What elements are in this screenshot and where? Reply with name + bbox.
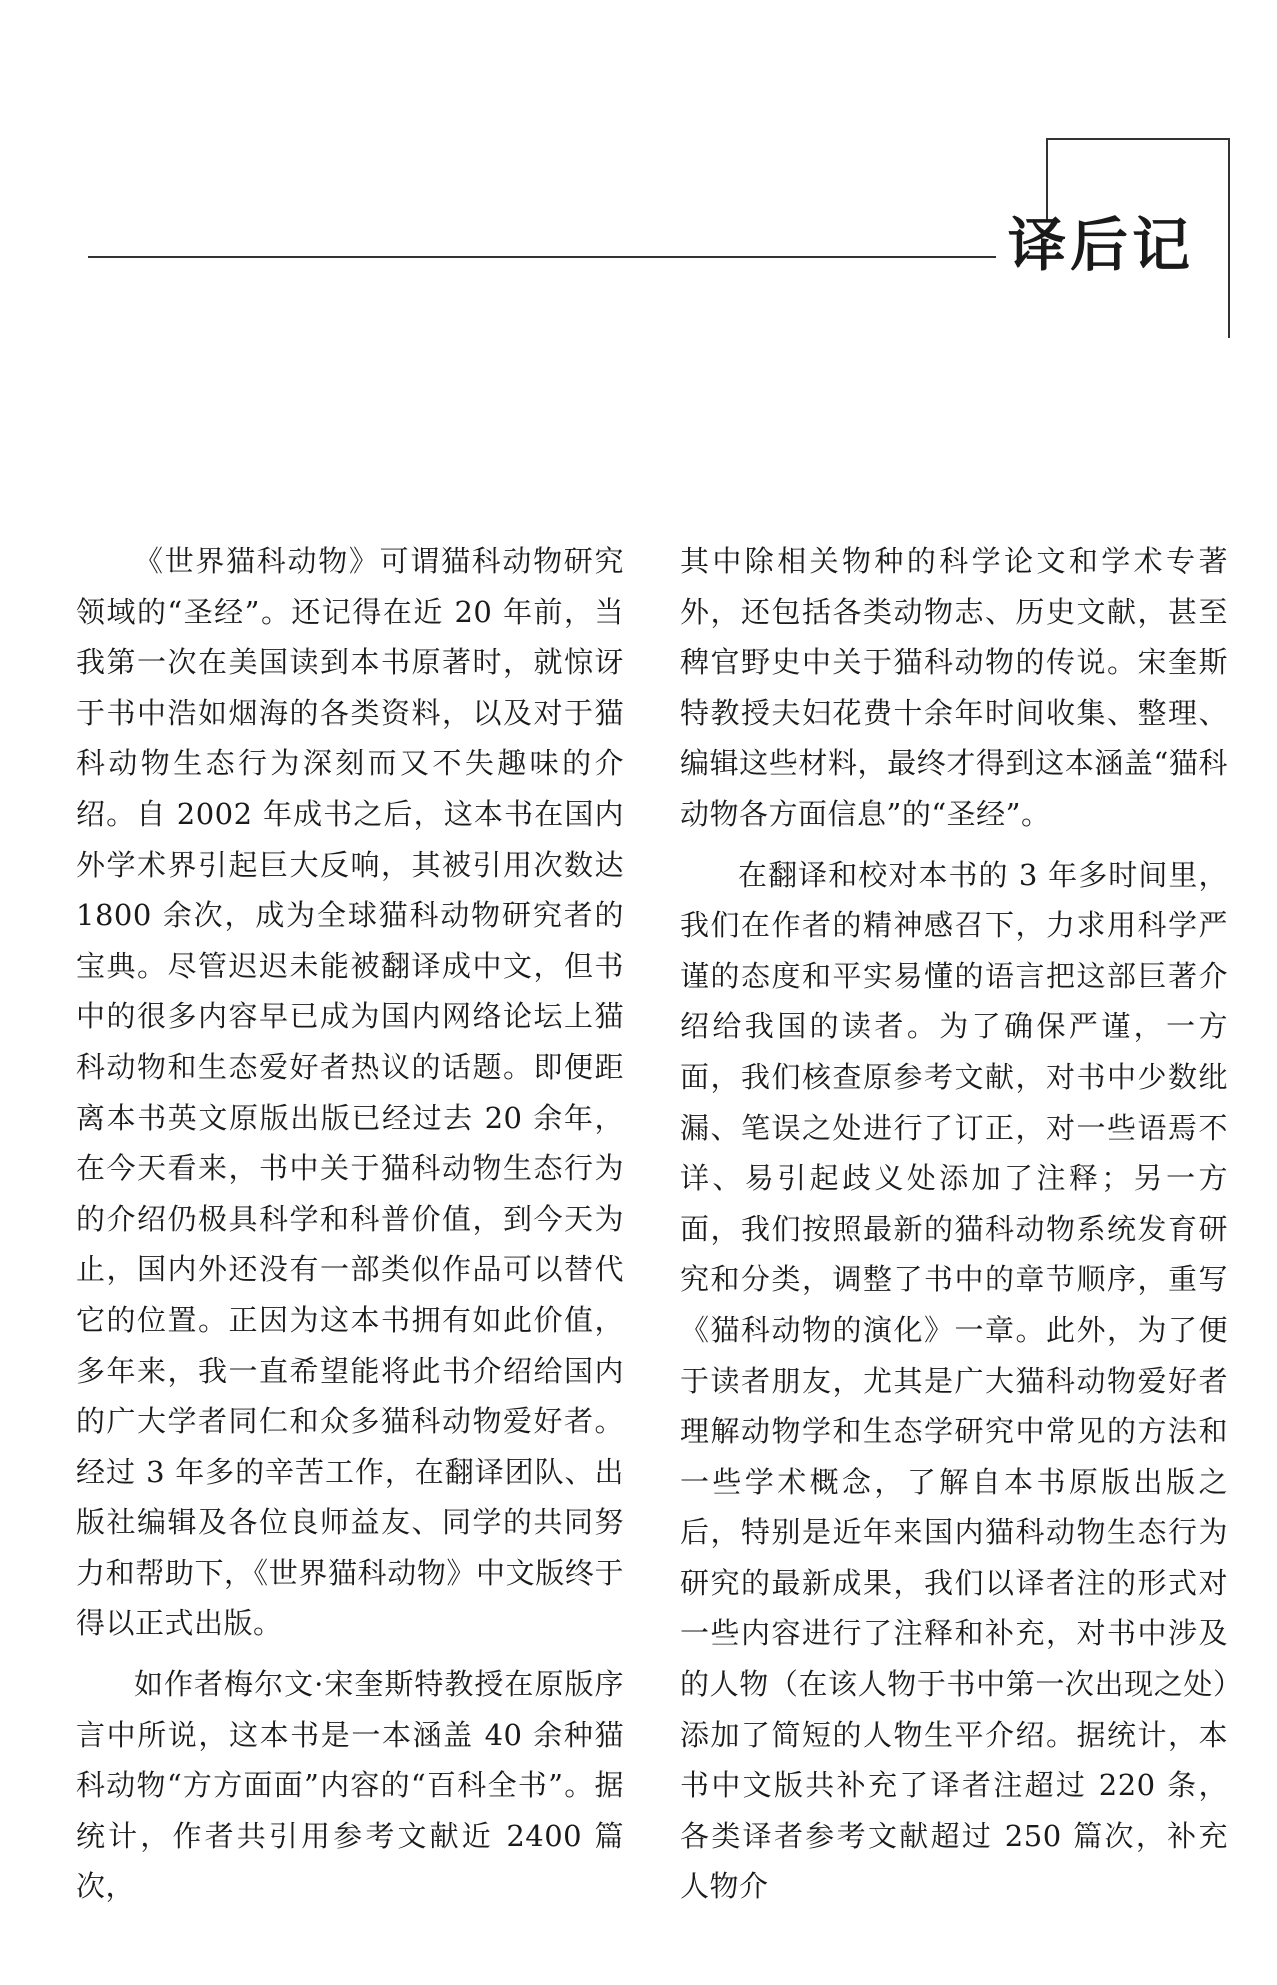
title-bracket-top: [1046, 138, 1230, 140]
left-column: [76, 536, 624, 1922]
title-rule: [88, 256, 996, 258]
paragraph: 在翻译和校对本书的 3 年多时间里，我们在作者的精神感召下，力求用科学严谨的态度和平实易懂的语言把这部巨著介绍给我国的读者。为了确保严谨，一方面，我们核查原参考文献，对书中少数纰漏、笔误之处进行了订正，对一些语焉不详、易引起歧义处添加了注释；另一方面，我们按照最新的猫科动物系统发育研究和分类，调整了书中的章节顺序，重写《猫科动物的演化》一章。此外，为了便于读者朋友，尤其是广大猫科动物爱好者理解动物学和生态学研究中常见的方法和一些学术概念，了解自本书原版出版之后，特别是近年来国内猫科动物生态行为研究的最新成果，我们以译者注的形式对一些内容进行了注释和补充，对书中涉及的人物（在该人物于书中第一次出现之处）添加了简短的人物生平介绍。据统计，本书中文版共补充了译者注超过 220 条，各类译者参考文献超过 250 篇次，补充人物介: [680, 857, 1228, 1904]
title-bracket-right: [1228, 138, 1230, 338]
paragraph: 《世界猫科动物》可谓猫科动物研究领域的“圣经”。还记得在近 20 年前，当我第一次在美国读到本书原著时，就惊讶于书中浩如烟海的各类资料，以及对于猫科动物生态行为深刻而又不失趣味的介绍。自 2002 年成书之后，这本书在国内外学术界引起巨大反响，其被引用次数达 1800 余次，成为全球猫科动物研究者的宝典。尽管迟迟未能被翻译成中文，但书中的很多内容早已成为国内网络论坛上猫科动物和生态爱好者热议的话题。即便距离本书英文原版出版已经过去 20 余年，在今天看来，书中关于猫科动物生态行为的介绍仍极具科学和科普价值，到今天为止，国内外还没有一部类似作品可以替代它的位置。正因为这本书拥有如此价值，多年来，我一直希望能将此书介绍给国内的广大学者同仁和众多猫科动物爱好者。经过 3 年多的辛苦工作，在翻译团队、出版社编辑及各位良师益友、同学的共同努力和帮助下，《世界猫科动物》中文版终于得以正式出版。: [76, 544, 624, 1641]
page-title: 译后记: [1008, 211, 1195, 279]
paragraph: 如作者梅尔文·宋奎斯特教授在原版序言中所说，这本书是一本涵盖 40 余种猫科动物“方方面面”内容的“百科全书”。据统计，作者共引用参考文献近 2400 篇次，: [76, 1667, 624, 1904]
paragraph: 其中除相关物种的科学论文和学术专著外，还包括各类动物志、历史文献，甚至稗官野史中关于猫科动物的传说。宋奎斯特教授夫妇花费十余年时间收集、整理、编辑这些材料，最终才得到这本涵盖“猫科动物各方面信息”的“圣经”。: [680, 544, 1228, 831]
right-column: [680, 536, 1228, 1922]
title-bracket-left: [1046, 138, 1048, 222]
